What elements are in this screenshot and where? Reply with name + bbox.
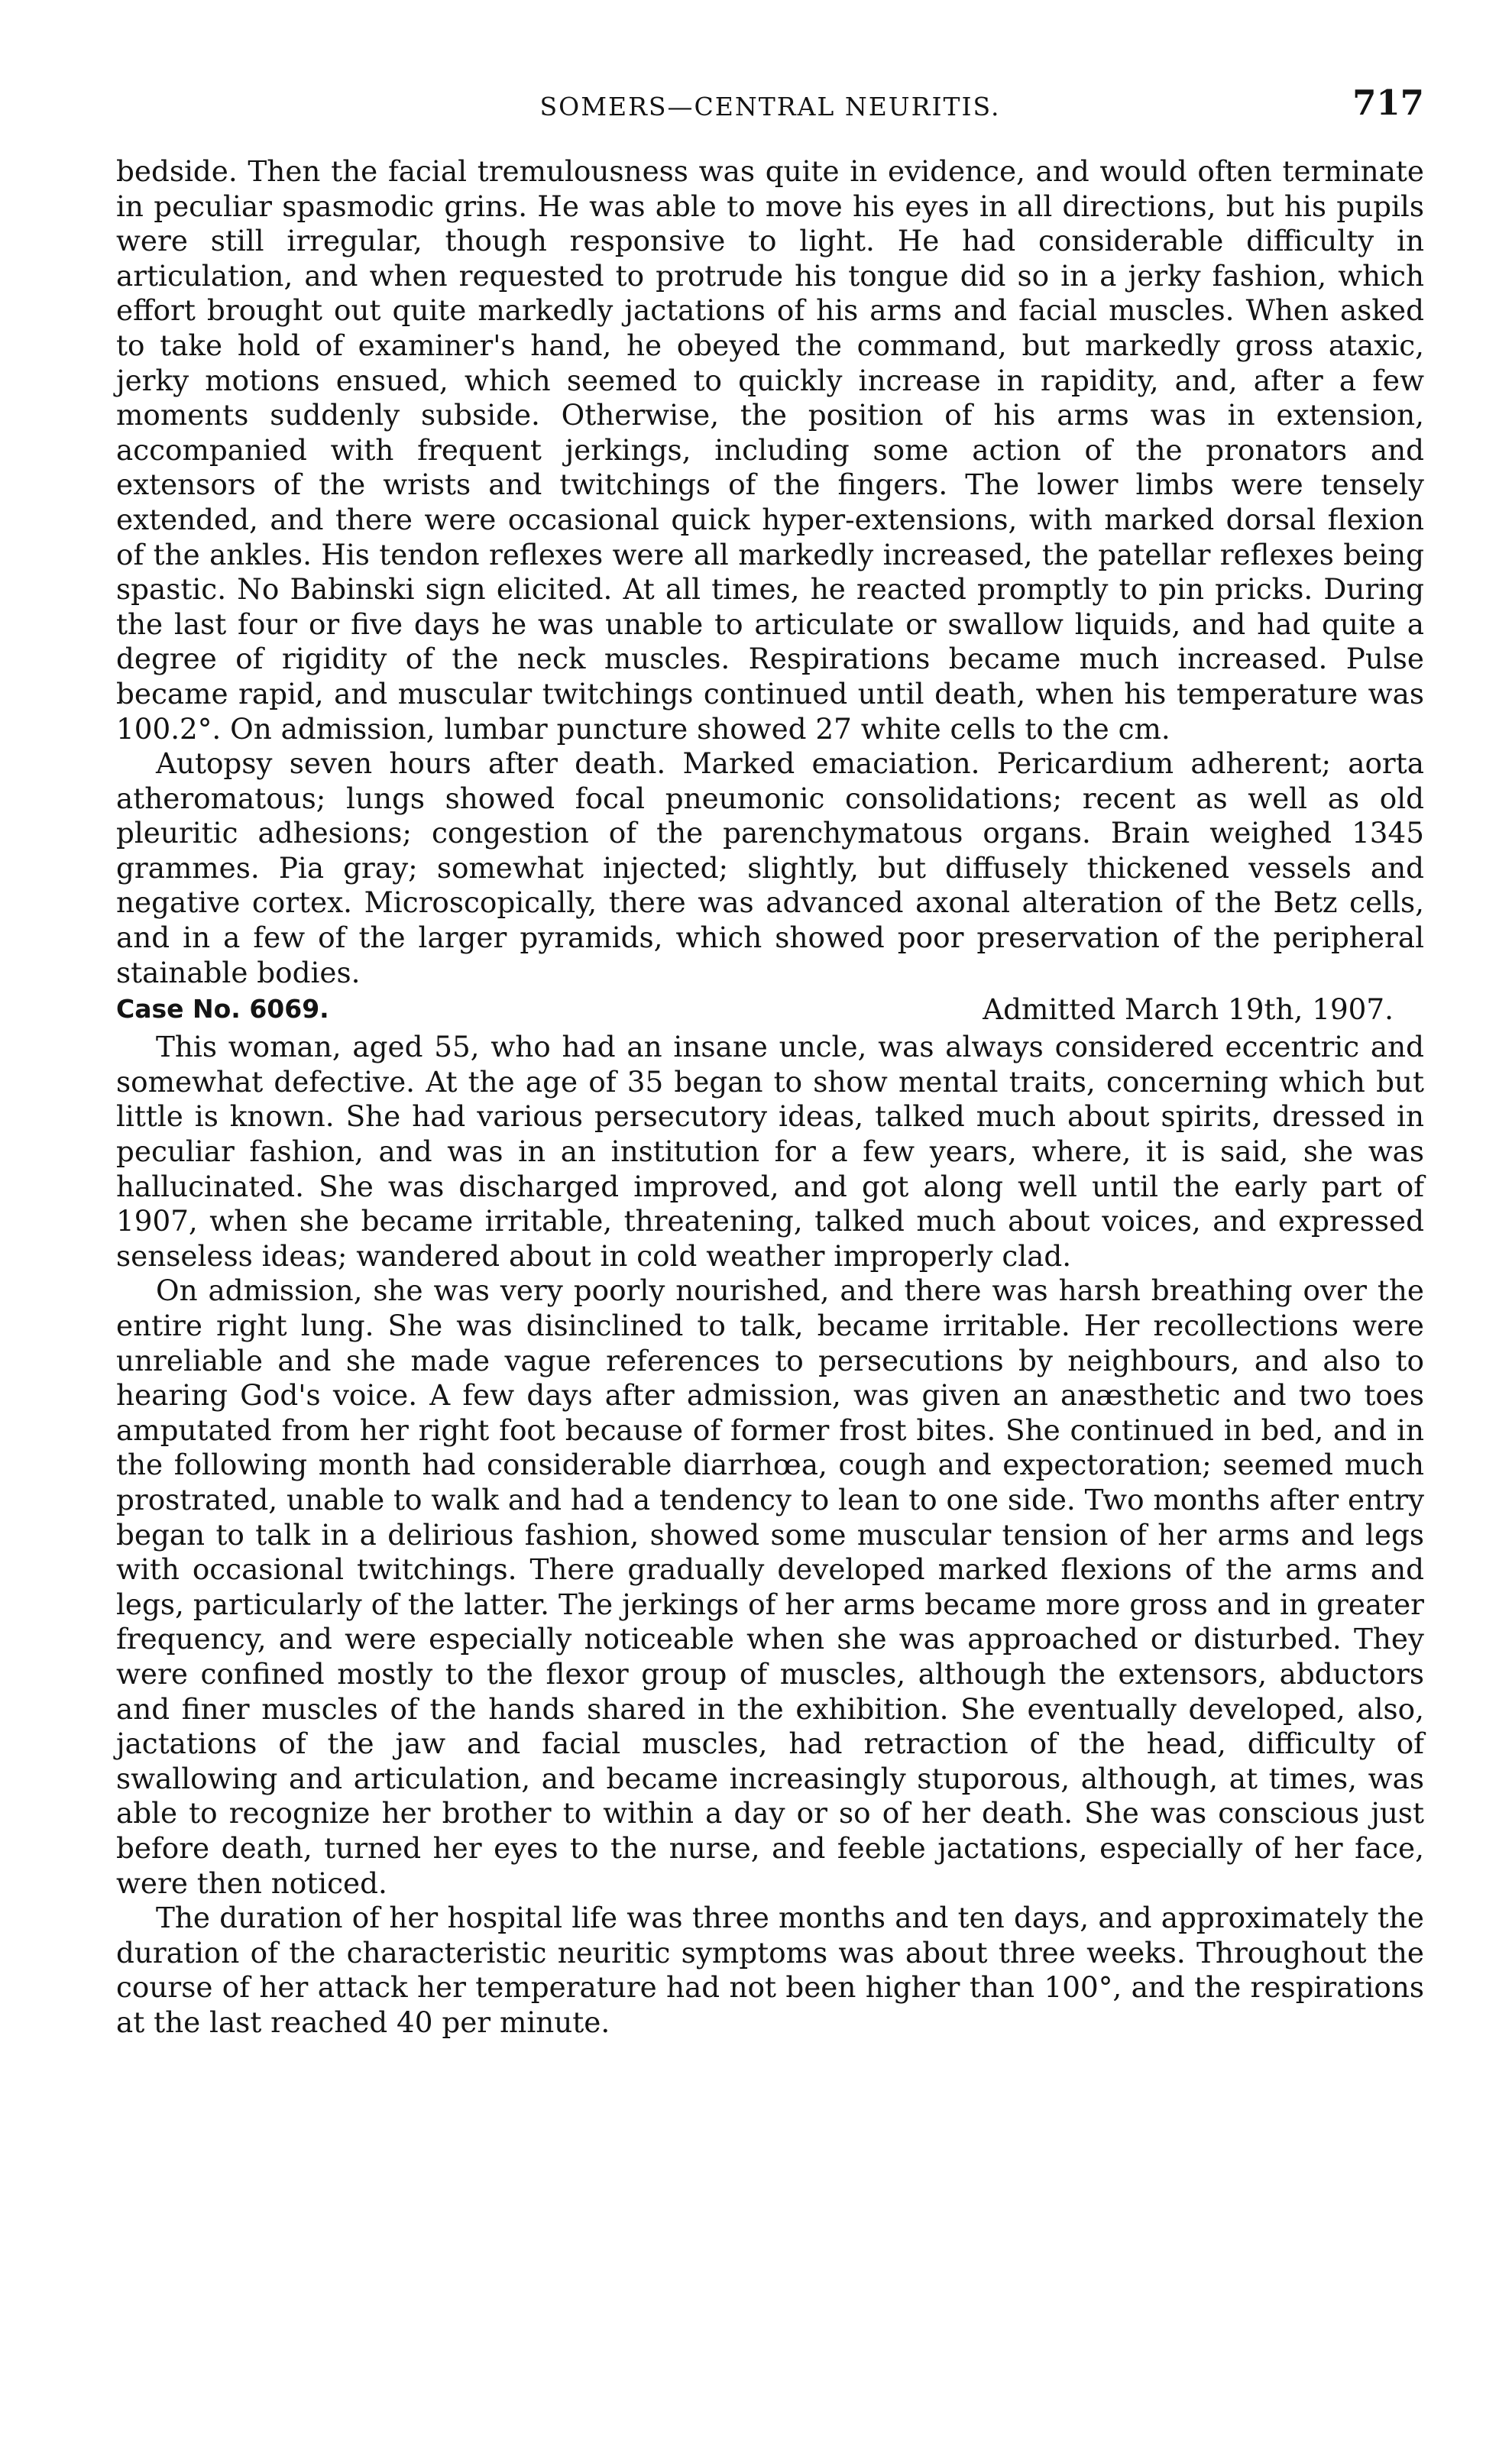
paragraph-history: This woman, aged 55, who had an insane uncle, was always considered eccentric and somewhat defective. At the age of 35 began to show mental traits, concerning which but little is known. She had various persecutory ideas, talked much about spirits, dressed in peculiar fashion, and was in an institution for a few years, where, it is said, she was hallucinated. She was discharged improved, and got along well until the early part of 1907, when she became irritable, threatening, talked much about voices, and expressed senseless ideas; wandered about in cold weather improperly clad.: [116, 1030, 1424, 1273]
page-header: [116, 83, 1424, 144]
admission-date: Admitted March 19th, 1907.: [983, 992, 1394, 1027]
case-number: Case No. 6069.: [116, 994, 329, 1024]
case-heading: [116, 992, 1424, 1027]
paragraph: bedside. Then the facial tremulousness was quite in evidence, and would often terminate in peculiar spasmodic grins. He was able to move his eyes in all directions, but his pupils were still irregular, though responsive to light. He had considerable difficulty in articulation, and when requested to protrude his tongue did so in a jerky fashion, which effort brought out quite markedly jactations of his arms and facial muscles. When asked to take hold of examiner's hand, he obeyed the command, but markedly gross ataxic, jerky motions ensued, which seemed to quickly increase in rapidity, and, after a few moments suddenly subside. Otherwise, the position of his arms was in extension, accompanied with frequent jerkings, including some action of the pronators and extensors of the wrists and twitchings of the fingers. The lower limbs were tensely extended, and there were occasional quick hyper-extensions, with marked dorsal flexion of the ankles. His tendon reflexes were all markedly increased, the patellar reflexes being spastic. No Babinski sign elicited. At all times, he reacted promptly to pin pricks. During the last four or five days he was unable to articulate or swallow liquids, and had quite a degree of rigidity of the neck muscles. Respirations became much increased. Pulse became rapid, and muscular twitchings continued until death, when his temperature was 100.2°. On admission, lumbar puncture showed 27 white cells to the cm.: [116, 154, 1424, 746]
page-number: 717: [1352, 83, 1424, 123]
running-head: SOMERS—CENTRAL NEURITIS.: [539, 92, 1001, 121]
page: [116, 83, 1424, 2040]
body-text: [116, 154, 1424, 2040]
paragraph-autopsy: Autopsy seven hours after death. Marked emaciation. Pericardium adherent; aorta atheromatous; lungs showed focal pneumonic consolidations; recent as well as old pleuritic adhesions; congestion of the parenchymatous organs. Brain weighed 1345 grammes. Pia gray; somewhat injected; slightly, but diffusely thickened vessels and negative cortex. Microscopically, there was advanced axonal alteration of the Betz cells, and in a few of the larger pyramids, which showed poor preservation of the peripheral stainable bodies.: [116, 746, 1424, 989]
paragraph-admission: On admission, she was very poorly nourished, and there was harsh breathing over the entire right lung. She was disinclined to talk, became irritable. Her recollections were unreliable and she made vague references to persecutions by neighbours, and also to hearing God's voice. A few days after admission, was given an anæsthetic and two toes amputated from her right foot because of former frost bites. She continued in bed, and in the following month had considerable diarrhœa, cough and expectoration; seemed much prostrated, unable to walk and had a tendency to lean to one side. Two months after entry began to talk in a delirious fashion, showed some muscular tension of her arms and legs with occasional twitchings. There gradually developed marked flexions of the arms and legs, particularly of the latter. The jerkings of her arms became more gross and in greater frequency, and were especially noticeable when she was approached or disturbed. They were confined mostly to the flexor group of muscles, although the extensors, abductors and finer muscles of the hands shared in the exhibition. She eventually developed, also, jactations of the jaw and facial muscles, had retraction of the head, difficulty of swallowing and articulation, and became increasingly stuporous, although, at times, was able to recognize her brother to within a day or so of her death. She was conscious just before death, turned her eyes to the nurse, and feeble jactations, especially of her face, were then noticed.: [116, 1274, 1425, 1900]
paragraph-duration: The duration of her hospital life was three months and ten days, and approximately the duration of the characteristic neuritic symptoms was about three weeks. Throughout the course of her attack her temperature had not been higher than 100°, and the respirations at the last reached 40 per minute.: [116, 1901, 1424, 2039]
